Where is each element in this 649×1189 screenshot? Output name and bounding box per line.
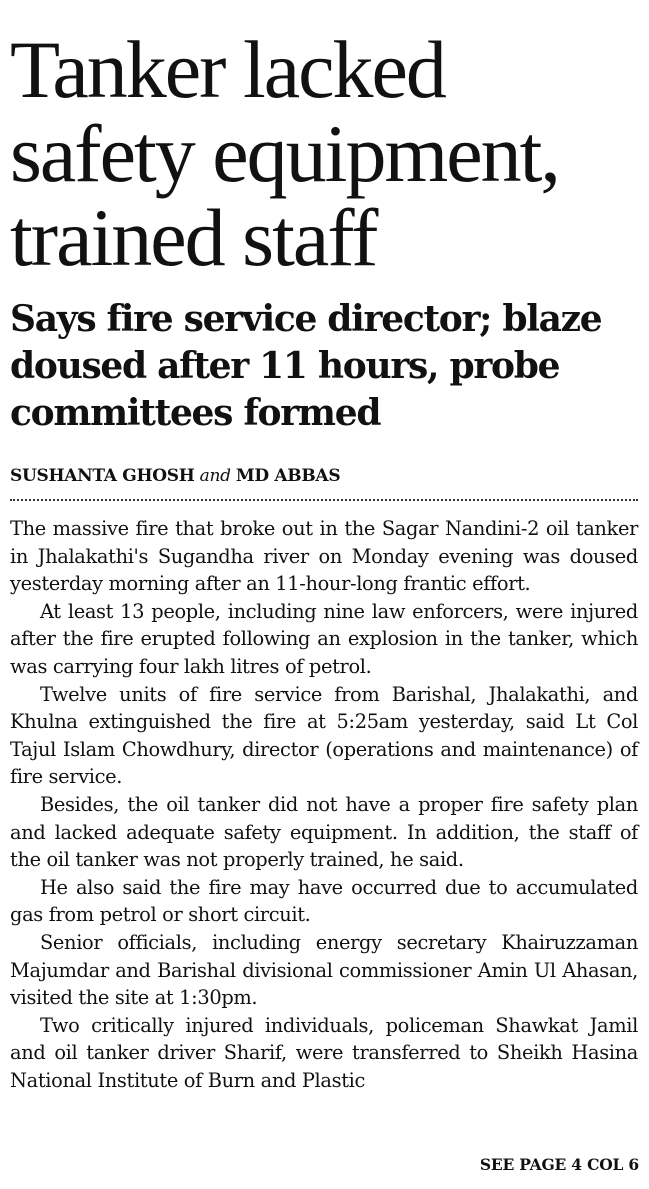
body-paragraph: Besides, the oil tanker did not have a proper fire safety plan and lacked adequate safety equipment. In addition, the staff of the oil tanker was not properly trained, he said. bbox=[10, 792, 638, 872]
body-paragraph: The massive fire that broke out in the Sagar Nandini-2 oil tanker in Jhalakathi's Sugandha river on Monday evening was doused yesterday morning after an 11-hour-long frantic effort. bbox=[10, 517, 638, 596]
body-paragraph: Twelve units of fire service from Barishal, Jhalakathi, and Khulna extinguished the fire at 5:25am yesterday, said Lt Col Tajul Islam Chowdhury, director (operations and maintenance) of fire service. bbox=[10, 682, 638, 789]
author-name: SUSHANTA GHOSH bbox=[10, 466, 195, 486]
continuation-note: SEE PAGE 4 COL 6 bbox=[479, 1155, 639, 1174]
headline-line: Tanker lacked bbox=[10, 24, 445, 115]
article-body bbox=[10, 515, 638, 1094]
headline-line: trained staff bbox=[10, 192, 377, 283]
body-paragraph: Senior officials, including energy secretary Khairuzzaman Majumdar and Barishal divisional commissioner Amin Ul Ahasan, visited the site at 1:30pm. bbox=[10, 930, 638, 1010]
body-paragraph: At least 13 people, including nine law enforcers, were injured after the fire erupted following an explosion in the tanker, which was carrying four lakh litres of petrol. bbox=[10, 599, 638, 678]
body-paragraph: Two critically injured individuals, policeman Shawkat Jamil and oil tanker driver Sharif, were transferred to Sheikh Hasina National Institute of Burn and Plastic bbox=[10, 1013, 638, 1092]
author-name: MD ABBAS bbox=[235, 466, 341, 486]
subheadline-line: Says fire service director; blaze bbox=[10, 298, 602, 340]
subheadline bbox=[10, 296, 638, 437]
headline bbox=[10, 24, 638, 283]
body-paragraph: He also said the fire may have occurred due to accumulated gas from petrol or short circuit. bbox=[10, 875, 638, 927]
byline bbox=[10, 465, 638, 487]
headline-line: safety equipment, bbox=[10, 108, 559, 199]
news-article bbox=[10, 0, 638, 1094]
dotted-divider bbox=[10, 499, 638, 501]
subheadline-line: committees formed bbox=[10, 392, 381, 434]
subheadline-line: doused after 11 hours, probe bbox=[10, 345, 560, 387]
byline-conjunction: and bbox=[199, 466, 231, 486]
